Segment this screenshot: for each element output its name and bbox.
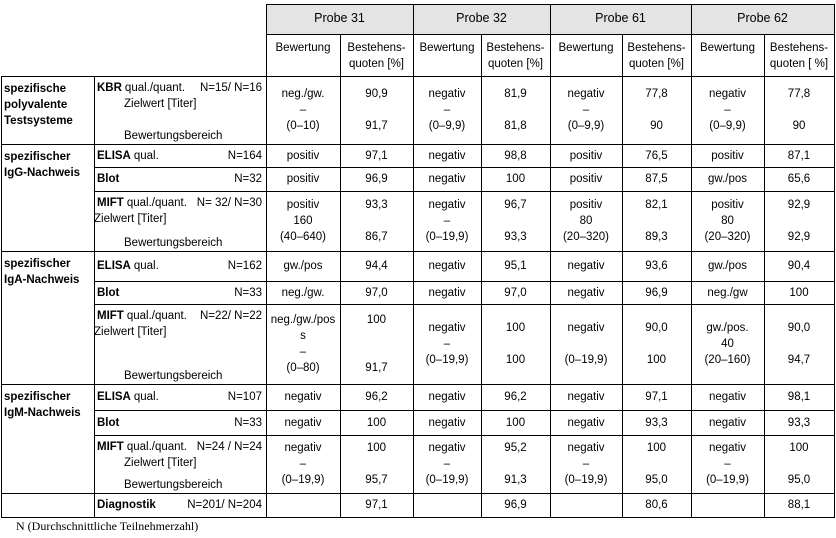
rating-cell: negativ bbox=[428, 173, 466, 185]
evaluation-range-label: Bewertungsbereich bbox=[124, 130, 223, 142]
pass-rate-cell: 87,5 bbox=[645, 173, 668, 185]
rating-cell: negativ (0–19,9) bbox=[564, 322, 608, 366]
quote-header: Bestehens- quoten [%] bbox=[347, 42, 406, 70]
rating-cell: negativ bbox=[567, 260, 605, 272]
pass-rate-cell: 96,9 bbox=[365, 173, 388, 185]
pass-rate-cell: 96,2 bbox=[504, 391, 527, 403]
method-name: ELISA bbox=[97, 260, 131, 272]
target-value-label: Zielwert [Titer] bbox=[94, 213, 167, 225]
pass-rate-cell: 100 95,0 bbox=[787, 442, 811, 486]
quote-header: Bestehens- quoten [%] bbox=[627, 42, 686, 70]
method-qualifier: qual. bbox=[133, 260, 159, 272]
grid-line bbox=[94, 76, 95, 517]
pass-rate-cell: 96,2 bbox=[365, 391, 388, 403]
rating-cell: negativ bbox=[708, 391, 747, 403]
pass-rate-cell: 77,8 90 bbox=[787, 88, 811, 132]
pass-rate-cell: 100 95,0 bbox=[645, 442, 668, 486]
rating-cell: negativ – (0–19,9) bbox=[564, 442, 608, 486]
participant-count: N=15/ N=16 bbox=[199, 82, 262, 94]
method-cell bbox=[94, 308, 262, 384]
method-name: MIFT bbox=[97, 197, 124, 209]
pass-rate-cell: 77,8 90 bbox=[645, 88, 668, 132]
rating-cell: negativ – (0–9,9) bbox=[567, 88, 605, 132]
method-name: Blot bbox=[97, 416, 120, 429]
method-qualifier: qual./quant. bbox=[126, 310, 187, 322]
pass-rate-cell: 88,1 bbox=[787, 499, 811, 511]
pass-rate-cell: 96,9 bbox=[645, 286, 668, 299]
evaluation-range-label: Bewertungsbereich bbox=[124, 370, 223, 382]
grid-line bbox=[834, 4, 835, 517]
rating-cell: negativ bbox=[428, 286, 466, 299]
pass-rate-cell: 96,9 bbox=[504, 499, 527, 511]
grid-line bbox=[1, 517, 835, 518]
rating-cell: positiv bbox=[569, 173, 603, 185]
rating-cell: neg./gw. – (0–10) bbox=[281, 88, 325, 132]
rating-cell: negativ bbox=[567, 286, 605, 299]
method-name: Blot bbox=[97, 286, 120, 299]
probe-header: Probe 32 bbox=[456, 11, 507, 25]
target-value-label: Zielwert [Titer] bbox=[124, 457, 197, 469]
bewertung-header: Bewertung bbox=[558, 42, 614, 54]
pass-rate-cell: 97,1 bbox=[645, 391, 668, 403]
probe-header: Probe 61 bbox=[595, 11, 646, 25]
pass-rate-cell: 80,6 bbox=[645, 499, 668, 511]
participant-count: N=32 bbox=[234, 173, 262, 185]
evaluation-range-label: Bewertungsbereich bbox=[124, 237, 223, 249]
participant-count: N=24 / N=24 bbox=[196, 441, 262, 453]
method-cell bbox=[97, 410, 262, 435]
pass-rate-cell: 93,3 bbox=[645, 416, 668, 429]
pass-rate-cell: 98,8 bbox=[504, 149, 527, 162]
rating-cell: negativ bbox=[284, 391, 322, 403]
rating-cell: neg./gw bbox=[707, 286, 748, 299]
group-label: spezifischer IgM-Nachweis bbox=[4, 391, 81, 419]
rating-cell: negativ – (0–9,9) bbox=[708, 88, 747, 132]
group-label: spezifische polyvalente Testsysteme bbox=[4, 83, 73, 127]
rating-cell: gw./pos bbox=[708, 260, 747, 272]
rating-cell bbox=[550, 493, 622, 517]
rating-cell: neg./gw./pos s – (0–80) bbox=[270, 314, 336, 374]
pass-rate-cell: 95,2 91,3 bbox=[504, 442, 527, 486]
rating-cell: neg./gw. bbox=[281, 286, 325, 299]
pass-rate-cell: 100 bbox=[505, 173, 526, 185]
pass-rate-cell: 90,0 94,7 bbox=[787, 322, 811, 366]
pass-rate-cell: 87,1 bbox=[787, 149, 811, 162]
method-cell bbox=[97, 493, 262, 517]
method-cell bbox=[97, 439, 262, 493]
rating-cell: negativ bbox=[428, 416, 466, 429]
rating-cell: negativ – (0–19,9) bbox=[706, 442, 749, 486]
group-label: spezifischer IgA-Nachweis bbox=[4, 258, 80, 286]
rating-cell: positiv bbox=[711, 149, 744, 162]
method-name: ELISA bbox=[97, 149, 131, 162]
pass-rate-cell: 94,4 bbox=[365, 260, 388, 272]
rating-cell: gw./pos bbox=[283, 260, 323, 272]
quote-header: Bestehens- quoten [ %] bbox=[769, 42, 829, 70]
rating-cell: negativ – (0–19,9) bbox=[281, 442, 325, 486]
method-name: ELISA bbox=[97, 391, 131, 403]
method-qualifier: qual./quant. bbox=[124, 82, 186, 94]
probe-header: Probe 31 bbox=[314, 11, 365, 25]
pass-rate-cell: 90,0 100 bbox=[645, 322, 668, 366]
probe-header: Probe 62 bbox=[737, 11, 788, 25]
pass-rate-cell: 97,1 bbox=[365, 499, 388, 511]
pass-rate-cell: 100 91,7 bbox=[365, 314, 388, 374]
participant-count: N=162 bbox=[227, 260, 262, 272]
pass-rate-cell: 65,6 bbox=[787, 173, 811, 185]
method-cell bbox=[97, 251, 262, 281]
rating-cell: negativ bbox=[428, 260, 466, 272]
pass-rate-cell: 97,0 bbox=[365, 286, 388, 299]
pass-rate-cell: 100 bbox=[366, 416, 387, 429]
method-cell bbox=[94, 195, 262, 251]
rating-cell: positiv 160 (40–640) bbox=[279, 199, 327, 243]
method-name: MIFT bbox=[97, 441, 124, 453]
pass-rate-cell: 100 100 bbox=[505, 322, 526, 366]
rating-cell bbox=[266, 493, 340, 517]
pass-rate-cell: 100 bbox=[505, 416, 526, 429]
rating-cell bbox=[691, 493, 764, 517]
participant-count: N= 32/ N=30 bbox=[196, 197, 262, 209]
rating-cell: positiv bbox=[286, 149, 320, 162]
method-cell bbox=[97, 167, 262, 191]
pass-rate-cell: 97,0 bbox=[504, 286, 527, 299]
pass-rate-cell: 93,3 86,7 bbox=[365, 199, 388, 243]
rating-cell: positiv bbox=[569, 149, 603, 162]
pass-rate-cell: 100 95,7 bbox=[365, 442, 388, 486]
rating-cell: negativ bbox=[284, 416, 322, 429]
method-cell bbox=[97, 384, 262, 410]
method-name: MIFT bbox=[97, 310, 124, 322]
pass-rate-cell: 92,9 92,9 bbox=[787, 199, 811, 243]
participant-count: N=22/ N=22 bbox=[199, 310, 262, 322]
rating-cell: positiv 80 (20–320) bbox=[704, 199, 751, 243]
method-qualifier: qual. bbox=[133, 391, 159, 403]
method-qualifier: qual. bbox=[133, 149, 159, 162]
rating-cell: positiv 80 (20–320) bbox=[562, 199, 610, 243]
pass-rate-cell: 81,9 81,8 bbox=[504, 88, 527, 132]
group-label: spezifischer IgG-Nachweis bbox=[4, 151, 81, 179]
rating-cell: negativ bbox=[567, 416, 605, 429]
pass-rate-cell: 98,1 bbox=[787, 391, 811, 403]
method-qualifier: qual./quant. bbox=[126, 197, 187, 209]
pass-rate-cell: 100 bbox=[789, 286, 809, 299]
rating-cell: negativ – (0–9,9) bbox=[428, 88, 466, 132]
pass-rate-cell: 90,4 bbox=[787, 260, 811, 272]
participant-count: N=107 bbox=[227, 391, 262, 403]
method-name: Diagnostik bbox=[97, 499, 156, 511]
rating-cell: negativ – (0–19,9) bbox=[425, 322, 469, 366]
pass-rate-cell: 90,9 91,7 bbox=[365, 88, 388, 132]
bewertung-header: Bewertung bbox=[700, 42, 755, 54]
rating-cell: negativ bbox=[428, 391, 466, 403]
rating-cell bbox=[413, 493, 481, 517]
participant-count: N=33 bbox=[234, 416, 262, 429]
rating-cell: negativ bbox=[708, 416, 747, 429]
pass-rate-cell: 93,6 bbox=[645, 260, 668, 272]
pass-rate-cell: 97,1 bbox=[365, 149, 388, 162]
method-name: Blot bbox=[97, 173, 120, 185]
footnote: N (Durchschnittliche Teilnehmerzahl) bbox=[16, 519, 199, 533]
rating-cell: gw./pos bbox=[708, 173, 747, 185]
method-cell bbox=[97, 80, 262, 144]
quote-header: Bestehens- quoten [%] bbox=[486, 42, 545, 70]
rating-cell: negativ – (0–19,9) bbox=[425, 442, 469, 486]
method-qualifier: qual./quant. bbox=[126, 441, 187, 453]
bewertung-header: Bewertung bbox=[275, 42, 331, 54]
rating-cell: negativ – (0–19,9) bbox=[425, 199, 469, 243]
rating-cell: negativ bbox=[567, 391, 605, 403]
pass-rate-cell: 76,5 bbox=[645, 149, 668, 162]
pass-rate-cell: 93,3 bbox=[787, 416, 811, 429]
results-table bbox=[1, 4, 834, 517]
grid-line bbox=[1, 76, 2, 517]
participant-count: N=164 bbox=[227, 149, 262, 162]
participant-count: N=33 bbox=[234, 286, 262, 299]
target-value-label: Zielwert [Titer] bbox=[124, 98, 197, 110]
target-value-label: Zielwert [Titer] bbox=[94, 326, 167, 338]
pass-rate-cell: 82,1 89,3 bbox=[645, 199, 668, 243]
rating-cell: negativ bbox=[428, 149, 466, 162]
method-name: KBR bbox=[97, 82, 122, 94]
participant-count: N=201/ N=204 bbox=[187, 499, 262, 511]
rating-cell: positiv bbox=[286, 173, 320, 185]
pass-rate-cell: 96,7 93,3 bbox=[504, 199, 527, 243]
evaluation-range-label: Bewertungsbereich bbox=[124, 479, 223, 491]
method-cell bbox=[97, 144, 262, 167]
method-cell bbox=[97, 281, 262, 304]
pass-rate-cell: 95,1 bbox=[504, 260, 527, 272]
rating-cell: gw./pos. 40 (20–160) bbox=[704, 322, 751, 366]
bewertung-header: Bewertung bbox=[419, 42, 475, 54]
